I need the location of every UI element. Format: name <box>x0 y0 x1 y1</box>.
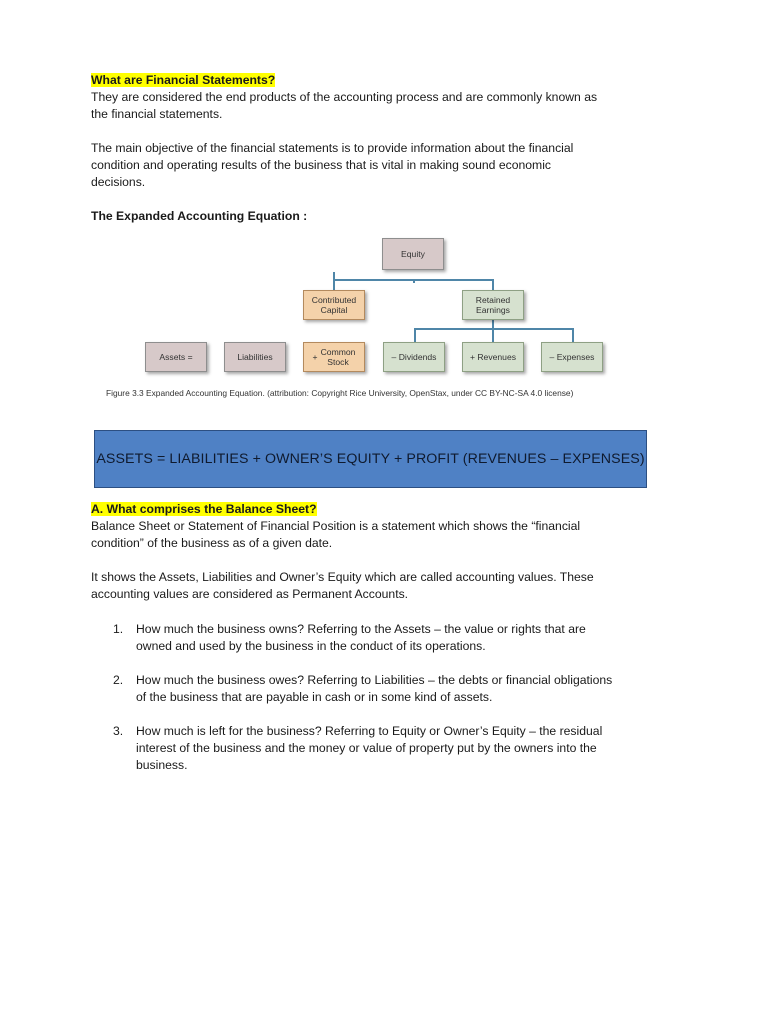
section-heading-financial-statements: What are Financial Statements? <box>91 73 276 87</box>
list-item-number: 3. <box>113 724 124 738</box>
expanded-accounting-equation-diagram <box>100 232 650 404</box>
accounts-paragraph-line: It shows the Assets, Liabilities and Owner’s Equity which are called accounting values. These <box>91 570 594 584</box>
objective-paragraph-line: decisions. <box>91 175 146 189</box>
list-item-line: of the business that are payable in cash or in some kind of assets. <box>136 690 493 704</box>
balance-paragraph-line: condition” of the business as of a given date. <box>91 536 333 550</box>
common-stock-node: + Common Stock <box>303 342 365 372</box>
accounts-paragraph-line: accounting values are considered as Permanent Accounts. <box>91 587 409 601</box>
list-item-line: How much the business owes? Referring to Liabilities – the debts or financial obligations <box>136 673 613 687</box>
assets-node: Assets = <box>145 342 207 372</box>
list-item-number: 1. <box>113 622 124 636</box>
intro-paragraph-line: They are considered the end products of the accounting process and are commonly known as <box>91 90 598 104</box>
connector-line <box>414 328 574 330</box>
connector-line <box>413 279 415 283</box>
connector-line <box>492 328 494 342</box>
connector-line <box>572 328 574 342</box>
revenues-node: + Revenues <box>462 342 524 372</box>
accounting-equation-banner: ASSETS = LIABILITIES + OWNER’S EQUITY + PROFIT (REVENUES – EXPENSES) <box>94 430 647 488</box>
dividends-node: – Dividends <box>383 342 445 372</box>
balance-paragraph-line: Balance Sheet or Statement of Financial Position is a statement which shows the “financial <box>91 519 581 533</box>
intro-paragraph-line: the financial statements. <box>91 107 223 121</box>
list-item-line: business. <box>136 758 188 772</box>
retained-earnings-node: Retained Earnings <box>462 290 524 320</box>
objective-paragraph-line: The main objective of the financial statements is to provide information about the financial <box>91 141 574 155</box>
figure-caption: Figure 3.3 Expanded Accounting Equation. (attribution: Copyright Rice University, OpenStax, under CC BY-NC-SA 4.0 license) <box>106 388 574 398</box>
connector-line <box>414 328 416 342</box>
list-item-number: 2. <box>113 673 124 687</box>
expenses-node: – Expenses <box>541 342 603 372</box>
connector-line <box>333 272 335 290</box>
equity-node: Equity <box>382 238 444 270</box>
section-heading-balance-sheet: A. What comprises the Balance Sheet? <box>91 502 317 516</box>
objective-paragraph-line: condition and operating results of the business that is vital in making sound economic <box>91 158 552 172</box>
list-item-line: How much the business owns? Referring to the Assets – the value or rights that are <box>136 622 586 636</box>
equation-heading: The Expanded Accounting Equation : <box>91 209 308 223</box>
list-item-line: owned and used by the business in the conduct of its operations. <box>136 639 486 653</box>
contributed-capital-node: Contributed Capital <box>303 290 365 320</box>
list-item-line: How much is left for the business? Referring to Equity or Owner’s Equity – the residual <box>136 724 603 738</box>
list-item-line: interest of the business and the money or value of property put by the owners into the <box>136 741 597 755</box>
liabilities-node: Liabilities <box>224 342 286 372</box>
